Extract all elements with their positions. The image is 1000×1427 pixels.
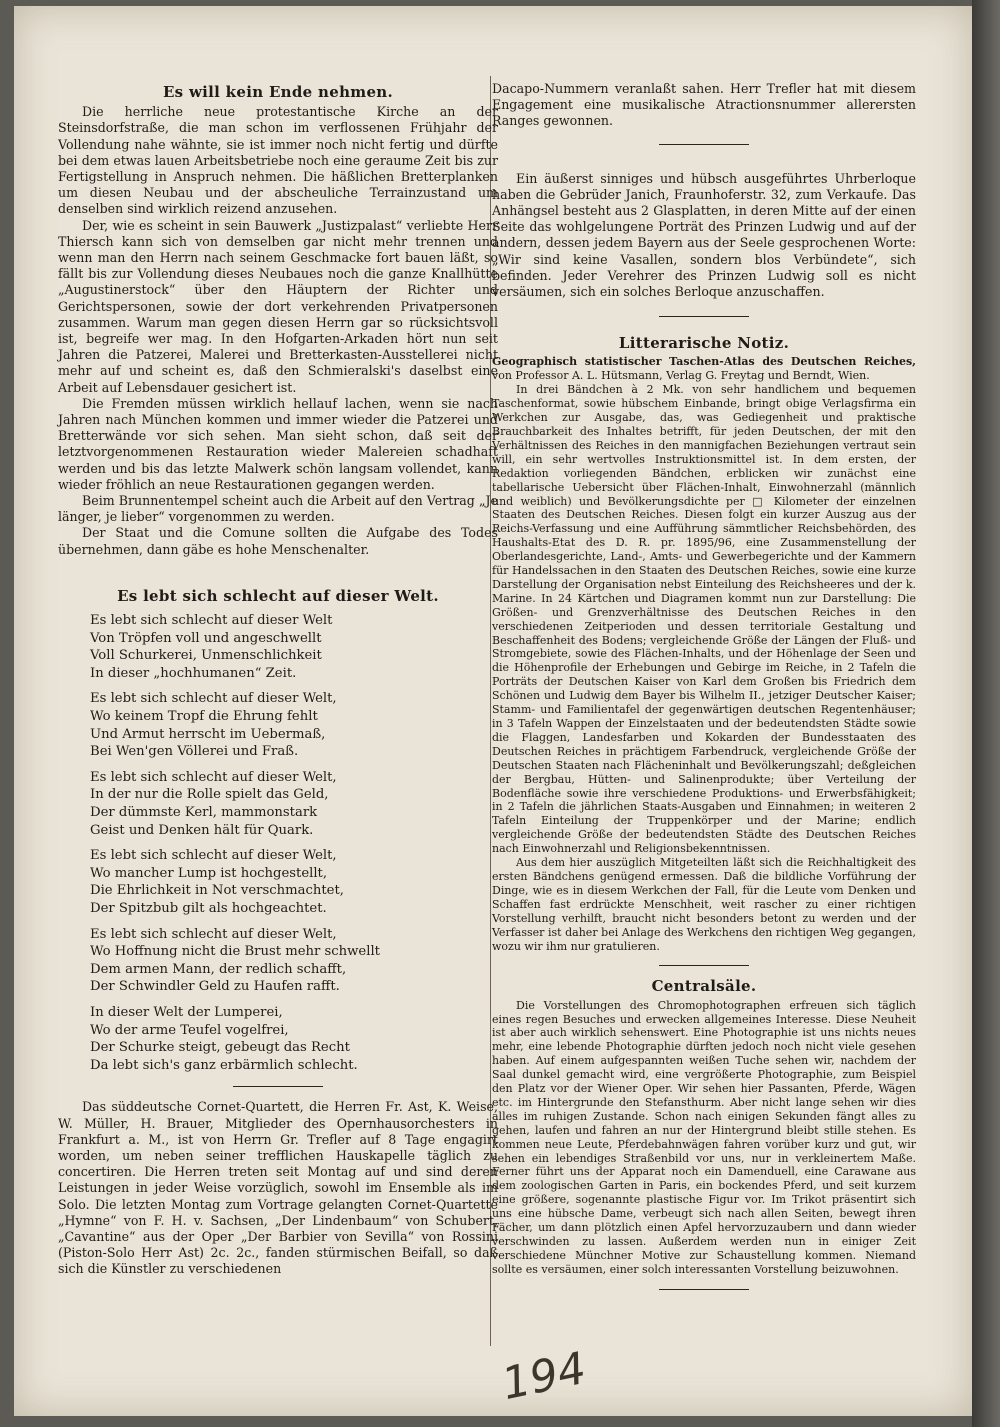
poem-line: Wo keinem Tropf die Ehrung fehlt bbox=[90, 709, 318, 725]
poem-stanza bbox=[90, 1004, 498, 1074]
poem-line: Der Schwindler Geld zu Haufen rafft. bbox=[90, 979, 340, 995]
poem-stanza bbox=[90, 612, 498, 682]
section-rule bbox=[233, 1086, 323, 1087]
paragraph: Die herrliche neue protestantische Kirche an der Steinsdorfstraße, die man schon im verflossenen Frühjahr der Vollendung nahe wähnte, sie ist immer noch nicht fertig und dürfte bei dem etwas lauen Arbeitsbetriebe noch eine geraume Zeit bis zur Fertigstellung in Anspruch nehmen. Die häßlichen Bretterplanken um diesen Neubau und der abscheuliche Terrainzustand um denselben sind wirklich reizend anzusehen. bbox=[58, 104, 498, 217]
poem-line: Der Spitzbub gilt als hochgeachtet. bbox=[90, 901, 327, 916]
poem-line: Der dümmste Kerl, mammonstark bbox=[90, 805, 318, 821]
poem-stanza bbox=[90, 847, 498, 917]
section-rule bbox=[659, 316, 749, 317]
left-column bbox=[58, 84, 498, 1278]
poem-stanza bbox=[90, 690, 498, 760]
poem-line: Voll Schurkerei, Unmenschlichkeit bbox=[90, 648, 322, 664]
book-title: Geographisch statistischer Taschen-Atlas des Deutschen Reiches, bbox=[492, 355, 916, 369]
paragraph-cornet-quartett: Das süddeutsche Cornet-Quartett, die Herren Fr. Ast, K. Weise, W. Müller, H. Brauer, Mitglieder des Opernhausorchesters in Frankfurt a. M., ist von Herrn Gr. Trefler auf 8 Tage engagirt worden, um neben seiner trefflichen Hauskapelle täglich zu concertiren. Die Herren treten seit Montag auf und sind deren Leistungen in jeder Weise vorzüglich, sowohl im Ensemble als im Solo. Die letzten Montag zum Vortrage gelangten Cornet-Quartette „Hymne“ von F. H. v. Sachsen, „Der Lindenbaum“ von Schubert, „Cavantine“ aus der Oper „Der Barbier von Sevilla“ von Rossini (Piston-Solo Herr Ast) 2c. 2c., fanden stürmischen Beifall, so daß sich die Künstler zu verschiedenen bbox=[58, 1099, 498, 1277]
poem-line: Dem armen Mann, der redlich schafft, bbox=[90, 961, 347, 977]
paragraph: Die Vorstellungen des Chromophotographen erfreuen sich täglich eines regen Besuches und erwecken allgemeines Interesse. Diese Neuheit ist aber auch wirklich sehenswert. Eine Photographie ist uns nichts neues mehr, eine lebende Photographie dürften jedoch noch nicht viele gesehen haben. Auf einem aufgespannten weißen Tuche sehen wir, nachdem der Saal dunkel gemacht wird, eine vergrößerte Photographie, zum Beispiel den Platz vor der Wiener Oper. Wir sehen hier Passanten, Pferde, Wägen etc. im Hintergrunde den Stefansthurm. Aber nicht lange sehen wir dies alles im ruhigen Zustande. Schon nach einigen Sekunden fängt alles zu gehen, laufen und fahren an nur der Hintergrund bleibt stille stehen. Es kommen neue Leute, Pferdebahnwägen fahren vorüber kurz und gut, wir sehen ein lebendiges Straßenbild vor uns, nur in verkleinertem Maße. Ferner führt uns der Apparat noch ein Damenduell, eine Carawane aus dem zoologischen Garten in Paris, ein bockendes Pferd, und seit kurzem eine größere, sogenannte plastische Figur vor. Im Trikot präsentirt sich uns eine hübsche Dame, verbeugt sich nach allen Seiten, bewegt ihren Fächer, um dann plötzlich einen Apfel hervorzuzaubern und dann wieder verschwinden zu lassen. Außerdem werden nun in einiger Zeit verschiedene Münchner Motive zur Schaustellung kommen. Niemand sollte es versäumen, einer solch interessanten Vorstellung beizuwohnen. bbox=[492, 998, 916, 1276]
poem-line: Der Schurke steigt, gebeugt das Recht bbox=[90, 1040, 350, 1056]
poem-line: In dieser „hochhumanen“ Zeit. bbox=[90, 665, 297, 681]
centralsaele-body bbox=[492, 999, 916, 1277]
paragraph: In drei Bändchen à 2 Mk. von sehr handlichem und bequemen Taschenformat, sowie hübschem Einbande, bringt obige Verlagsfirma ein Werkchen zur Ausgabe, das, was Gediegenheit und praktische Brauchbarkeit des Inhaltes betrifft, für jeden Deutschen, der mit den Verhältnissen des Reiches in den mannigfachen Beziehungen vertraut sein will, ein sehr wertvolles Instruktionsmittel ist. In dem ersten, der Redaktion vorliegenden Bändchen, erblicken wir zunächst eine tabellarische Uebersicht über Flächen-Inhalt, Einwohnerzahl (männlich und weiblich) und Bevölkerungsdichte per □ Kilometer der einzelnen Staaten des Deutschen Reiches. Diesen folgt ein kurzer Auszug aus der Reichs-Verfassung und eine Aufführung sämmtlicher Reichsbehörden, des Haushalts-Etat des D. R. pr. 1895/96, eine Zusammenstellung der Oberlandesgerichte, Land-, Amts- und Gewerbegerichte und der Kammern für Handelssachen in den Staaten des Deutschen Reiches, sowie eine kurze Darstellung der Organisation nebst Einteilung des Reichsheeres und der k. Marine. In 24 Kärtchen und Diagramen kommt nun zur Darstellung: Die Größen- und Grenzverhältnisse des Deutschen Reiches in den verschiedenen Zeitperioden und dessen territoriale Gestaltung und Beschaffenheit des Bodens; vergleichende Größe der Längen der Fluß- und Stromgebiete, sowie des Flächen-Inhalts, und der Höhenlage der Seen und die Höhenprofile der Erhebungen und Gebirge im Reiche, in 2 Tafeln die Porträts der Deutschen Kaiser von Karl dem Großen bis Friedrich dem Schönen und Ludwig dem Bayer bis Wilhelm II., jetziger Deutscher Kaiser; Stamm- und Familientafel der gegenwärtigen deutschen Regentenhäuser; in 3 Tafeln Wappen der Einzelstaaten und der bedeutendsten Städte sowie die Flaggen, Landesfarben und Kokarden der Bundesstaaten des Deutschen Reiches in prächtigem Farbendruck, vergleichende Größe der Deutschen Staaten nach Flächeninhalt und Bevölkerungszahl; deßgleichen der Bergbau, Hütten- und Salinenprodukte; über Verteilung der Bodenfläche sowie ihre verschiedene Produktions- und Erwerbsfähigkeit; in 2 Tafeln die jährlichen Staats-Ausgaben und Einnahmen; in weiteren 2 Tafeln Einteilung der Truppenkörper und der Marine; endlich vergleichende Größe der bedeutendsten Städte des Deutschen Reiches nach Einwohnerzahl und Religionsbekenntnissen. bbox=[492, 383, 916, 856]
book-author: von Professor A. L. Hütsmann, Verlag G. Freytag und Berndt, Wien. bbox=[492, 369, 870, 383]
poem-line: Es lebt sich schlecht auf dieser Welt, bbox=[90, 926, 337, 942]
poem-line: In der nur die Rolle spielt das Geld, bbox=[90, 787, 329, 803]
poem-title: Es lebt sich schlecht auf dieser Welt. bbox=[117, 586, 439, 605]
poem-line: Bei Wen'gen Völlerei und Fraß. bbox=[90, 744, 299, 760]
article-title-notiz: Litterarische Notiz. bbox=[618, 334, 790, 353]
section-rule bbox=[659, 1289, 749, 1290]
poem-line: Wo der arme Teufel vogelfrei, bbox=[90, 1022, 289, 1038]
poem-line: Da lebt sich's ganz erbärmlich schlecht. bbox=[90, 1057, 358, 1073]
poem-line: Es lebt sich schlecht auf dieser Welt, bbox=[90, 691, 337, 707]
newspaper-page bbox=[14, 6, 972, 1416]
poem-line: Wo mancher Lump ist hochgestellt, bbox=[90, 865, 328, 881]
handwritten-page-number: 194 bbox=[497, 1342, 591, 1411]
poem-line: Wo Hoffnung nicht die Brust mehr schwellt bbox=[90, 944, 380, 960]
poem-stanza bbox=[90, 769, 498, 839]
paragraph: Der, wie es scheint in sein Bauwerk „Justizpalast“ verliebte Herr Thiersch kann sich von demselben gar nicht mehr trennen und wenn man den Herrn nach seinem Geschmacke fort bauen läßt, so fällt bis zur Vollendung dieses Neubaues noch die ganze Knallhütte „Augustinerstock“ über den Häuptern der Richter und Gerichtspersonen, sowie der dort verkehrenden Privatpersonen zusammen. Warum man gegen diesen Herrn gar so rücksichtsvoll ist, begreife wer mag. In den Hofgarten-Arkaden hört nun seit Jahren die Patzerei, Malerei und Bretterkasten-Ausstellerei nicht mehr auf und scheint es, daß den Schmieralski's daselbst eine Arbeit auf Lebensdauer gesichert ist. bbox=[58, 217, 498, 395]
poem-stanza bbox=[90, 926, 498, 996]
poem-line: Es lebt sich schlecht auf dieser Welt, bbox=[90, 769, 337, 785]
poem-line: Die Ehrlichkeit in Not verschmachtet, bbox=[90, 883, 344, 899]
paragraph: Aus dem hier auszüglich Mitgeteilten läßt sich die Reichhaltigkeit des ersten Bändchens genügend ermessen. Daß die bildliche Vorführung der Dinge, wie es in diesem Werkchen der Fall, für die Leute vom Denken und Schaffen fast erdrückte Menschheit, weit rascher zu einer richtigen Vorstellung verhilft, braucht nicht besonders betont zu werden und der Verfasser ist daher bei Anlage des Werkchens den richtigen Weg gegangen, wozu wir ihm nur gratulieren. bbox=[492, 856, 916, 953]
poem-line: Und Armut herrscht im Uebermaß, bbox=[90, 726, 326, 742]
poem-line: Es lebt sich schlecht auf dieser Welt bbox=[90, 613, 333, 629]
right-column bbox=[492, 81, 916, 1302]
poem-line: Von Tröpfen voll und angeschwellt bbox=[90, 630, 322, 646]
section-rule bbox=[659, 144, 749, 145]
poem bbox=[58, 612, 498, 1074]
poem-line: Es lebt sich schlecht auf dieser Welt, bbox=[90, 848, 337, 864]
article-title-ende: Es will kein Ende nehmen. bbox=[162, 83, 394, 101]
poem-line: Geist und Denken hält für Quark. bbox=[90, 822, 314, 838]
paragraph-continuation: Dacapo-Nummern veranlaßt sahen. Herr Trefler hat mit diesem Engagement eine musikalische Atractionsnummer allerersten Ranges gewonnen. bbox=[492, 81, 916, 129]
poem-line: In dieser Welt der Lumperei, bbox=[90, 1004, 283, 1020]
notice-lead-line bbox=[492, 355, 916, 383]
notice-body bbox=[492, 355, 916, 953]
section-rule bbox=[659, 965, 749, 966]
paragraph: Die Fremden müssen wirklich hellauf lachen, wenn sie nach Jahren nach München kommen und immer wieder die Patzerei und Bretterwände vor sich sehen. Man sieht schon, daß seit der letztvorgenommenen Restauration wieder Malereien schadhaft werden und bis das letzte Malwerk schön langsam vollendet, kann wieder fröhlich an neue Restaurationen gegangen werden. bbox=[58, 395, 498, 492]
binding-edge bbox=[972, 0, 1000, 1427]
paragraph: Der Staat und die Comune sollten die Aufgabe des Todes übernehmen, dann gäbe es hohe Menschenalter. bbox=[58, 525, 498, 557]
article-title-centralsaele: Centralsäle. bbox=[651, 977, 757, 996]
paragraph: Beim Brunnentempel scheint auch die Arbeit auf den Vertrag „Je länger, je lieber“ vorgenommen zu werden. bbox=[58, 493, 498, 525]
paragraph-uhrberloque: Ein äußerst sinniges und hübsch ausgeführtes Uhrberloque haben die Gebrüder Janich, Fraunhoferstr. 32, zum Verkaufe. Das Anhängsel besteht aus 2 Glasplatten, in deren Mitte auf der einen Seite das wohlgelungene Porträt des Prinzen Ludwig und auf der andern, dessen jedem Bayern aus der Seele gesprochenen Worte: „Wir sind keine Vasallen, sondern blos Verbündete“, sich befinden. Jeder Verehrer des Prinzen Ludwig soll es nicht versäumen, sich ein solches Berloque anzuschaffen. bbox=[492, 170, 916, 300]
